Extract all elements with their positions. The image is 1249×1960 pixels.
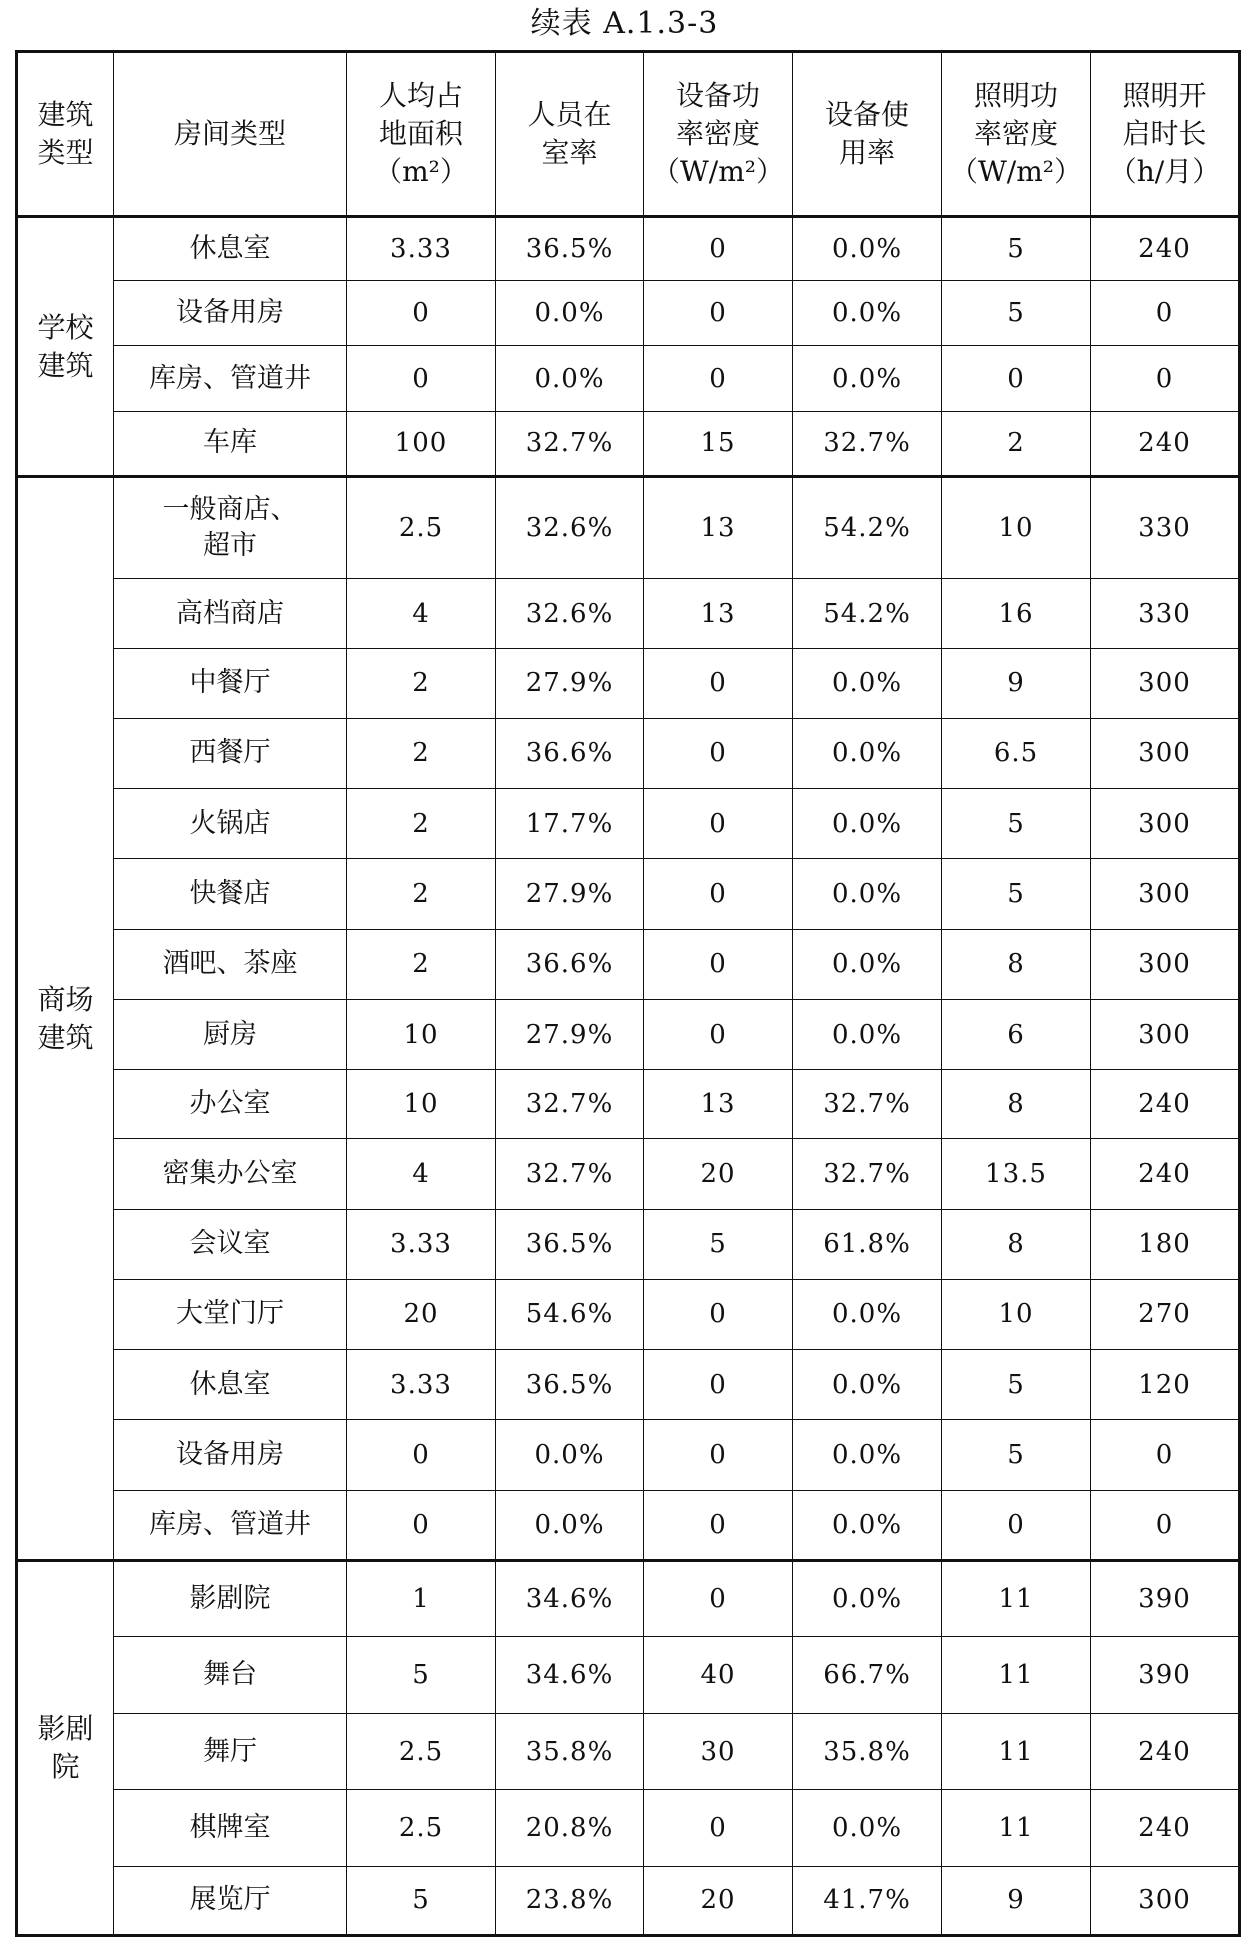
value-cell: 240 [1091,217,1240,281]
room-type-cell: 中餐厅 [114,648,347,718]
table-row [17,217,1240,281]
table-row [17,411,1240,476]
value-cell: 61.8% [793,1209,942,1279]
value-cell: 32.7% [793,1139,942,1209]
value-cell: 36.6% [496,929,644,999]
header-cell: 照明功 率密度 （W/m²） [942,52,1091,217]
value-cell: 11 [942,1637,1091,1713]
value-cell: 0 [347,1420,496,1490]
value-cell: 10 [347,1070,496,1139]
value-cell: 390 [1091,1637,1240,1713]
value-cell: 36.5% [496,1209,644,1279]
value-cell: 32.7% [793,1070,942,1139]
value-cell: 0 [644,1490,793,1560]
value-cell: 36.5% [496,217,644,281]
room-type-cell: 影剧院 [114,1560,347,1636]
value-cell: 0 [942,1490,1091,1560]
room-type-cell: 库房、管道井 [114,346,347,411]
value-cell: 9 [942,1866,1091,1935]
value-cell: 0.0% [496,1490,644,1560]
header-cell: 人员在 室率 [496,52,644,217]
value-cell: 0 [644,1350,793,1420]
value-cell: 0.0% [793,217,942,281]
value-cell: 3.33 [347,1350,496,1420]
value-cell: 32.7% [496,411,644,476]
value-cell: 2 [347,789,496,859]
value-cell: 0 [644,859,793,929]
value-cell: 4 [347,1139,496,1209]
value-cell: 27.9% [496,648,644,718]
value-cell: 66.7% [793,1637,942,1713]
value-cell: 2.5 [347,1790,496,1866]
value-cell: 0 [347,1490,496,1560]
value-cell: 0.0% [793,1490,942,1560]
value-cell: 0 [1091,281,1240,346]
value-cell: 240 [1091,1790,1240,1866]
value-cell: 0 [644,789,793,859]
value-cell: 330 [1091,477,1240,579]
value-cell: 0.0% [793,718,942,788]
room-type-cell: 快餐店 [114,859,347,929]
table-row [17,1279,1240,1349]
value-cell: 20 [644,1139,793,1209]
table-row [17,281,1240,346]
value-cell: 11 [942,1713,1091,1789]
value-cell: 300 [1091,929,1240,999]
value-cell: 240 [1091,1070,1240,1139]
table-row [17,346,1240,411]
value-cell: 10 [942,477,1091,579]
value-cell: 36.5% [496,1350,644,1420]
value-cell: 5 [942,859,1091,929]
value-cell: 2 [347,648,496,718]
value-cell: 0 [644,346,793,411]
room-type-cell: 设备用房 [114,281,347,346]
value-cell: 300 [1091,648,1240,718]
value-cell: 20.8% [496,1790,644,1866]
building-type-cell: 影剧 院 [17,1560,114,1935]
room-type-cell: 舞台 [114,1637,347,1713]
value-cell: 2 [347,859,496,929]
value-cell: 13 [644,579,793,648]
value-cell: 0 [644,648,793,718]
value-cell: 5 [942,789,1091,859]
value-cell: 54.2% [793,477,942,579]
value-cell: 5 [942,1350,1091,1420]
value-cell: 180 [1091,1209,1240,1279]
table-row [17,1866,1240,1935]
value-cell: 17.7% [496,789,644,859]
value-cell: 0 [644,1420,793,1490]
value-cell: 30 [644,1713,793,1789]
value-cell: 3.33 [347,217,496,281]
table-row [17,579,1240,648]
value-cell: 20 [644,1866,793,1935]
value-cell: 35.8% [793,1713,942,1789]
room-type-cell: 大堂门厅 [114,1279,347,1349]
value-cell: 32.7% [496,1070,644,1139]
room-type-cell: 酒吧、茶座 [114,929,347,999]
room-type-cell: 会议室 [114,1209,347,1279]
value-cell: 32.7% [793,411,942,476]
value-cell: 120 [1091,1350,1240,1420]
value-cell: 330 [1091,579,1240,648]
value-cell: 11 [942,1790,1091,1866]
value-cell: 0 [644,999,793,1069]
value-cell: 8 [942,1209,1091,1279]
value-cell: 300 [1091,718,1240,788]
value-cell: 34.6% [496,1637,644,1713]
room-type-cell: 设备用房 [114,1420,347,1490]
value-cell: 0.0% [793,281,942,346]
header-cell: 设备功 率密度 （W/m²） [644,52,793,217]
value-cell: 0 [347,346,496,411]
value-cell: 0.0% [793,1560,942,1636]
value-cell: 5 [942,281,1091,346]
value-cell: 240 [1091,411,1240,476]
table-row [17,718,1240,788]
value-cell: 2.5 [347,477,496,579]
value-cell: 13 [644,477,793,579]
value-cell: 13.5 [942,1139,1091,1209]
value-cell: 100 [347,411,496,476]
table-row [17,929,1240,999]
value-cell: 9 [942,648,1091,718]
value-cell: 0 [942,346,1091,411]
value-cell: 300 [1091,999,1240,1069]
value-cell: 2 [347,718,496,788]
value-cell: 0.0% [793,648,942,718]
value-cell: 0.0% [496,281,644,346]
value-cell: 0.0% [793,1420,942,1490]
table-row [17,1209,1240,1279]
value-cell: 27.9% [496,999,644,1069]
table-row [17,1070,1240,1139]
value-cell: 11 [942,1560,1091,1636]
value-cell: 3.33 [347,1209,496,1279]
value-cell: 54.6% [496,1279,644,1349]
value-cell: 8 [942,929,1091,999]
value-cell: 0 [347,281,496,346]
value-cell: 0.0% [496,1420,644,1490]
value-cell: 27.9% [496,859,644,929]
value-cell: 0.0% [793,346,942,411]
value-cell: 54.2% [793,579,942,648]
value-cell: 8 [942,1070,1091,1139]
value-cell: 41.7% [793,1866,942,1935]
value-cell: 5 [644,1209,793,1279]
value-cell: 20 [347,1279,496,1349]
header-cell: 房间类型 [114,52,347,217]
room-type-cell: 厨房 [114,999,347,1069]
value-cell: 300 [1091,1866,1240,1935]
room-type-cell: 高档商店 [114,579,347,648]
value-cell: 0 [1091,1420,1240,1490]
value-cell: 0 [644,1790,793,1866]
value-cell: 15 [644,411,793,476]
value-cell: 32.7% [496,1139,644,1209]
room-type-cell: 火锅店 [114,789,347,859]
value-cell: 2 [942,411,1091,476]
value-cell: 300 [1091,859,1240,929]
value-cell: 0.0% [793,859,942,929]
value-cell: 35.8% [496,1713,644,1789]
value-cell: 270 [1091,1279,1240,1349]
room-type-cell: 密集办公室 [114,1139,347,1209]
table-row [17,1790,1240,1866]
value-cell: 10 [347,999,496,1069]
table-caption: 续表 A.1.3-3 [530,6,719,41]
table-row [17,1637,1240,1713]
value-cell: 5 [942,217,1091,281]
table-row [17,1713,1240,1789]
value-cell: 5 [942,1420,1091,1490]
table-row [17,477,1240,579]
value-cell: 1 [347,1560,496,1636]
value-cell: 0 [644,1560,793,1636]
value-cell: 0 [1091,346,1240,411]
room-type-cell: 办公室 [114,1070,347,1139]
room-type-cell: 一般商店、 超市 [114,477,347,579]
room-type-cell: 休息室 [114,217,347,281]
value-cell: 16 [942,579,1091,648]
table-row [17,1139,1240,1209]
table-row [17,859,1240,929]
value-cell: 36.6% [496,718,644,788]
table-row [17,1560,1240,1636]
value-cell: 32.6% [496,579,644,648]
room-type-cell: 车库 [114,411,347,476]
value-cell: 0.0% [793,1350,942,1420]
value-cell: 0 [644,217,793,281]
header-cell: 人均占 地面积 （m²） [347,52,496,217]
value-cell: 13 [644,1070,793,1139]
value-cell: 0.0% [793,999,942,1069]
value-cell: 0 [644,718,793,788]
table-row [17,1490,1240,1560]
table-row [17,789,1240,859]
value-cell: 6.5 [942,718,1091,788]
value-cell: 0.0% [793,929,942,999]
header-cell: 设备使 用率 [793,52,942,217]
value-cell: 0.0% [793,1279,942,1349]
room-type-cell: 休息室 [114,1350,347,1420]
table-row [17,999,1240,1069]
data-table [15,50,1241,1937]
value-cell: 0 [644,281,793,346]
table-row [17,1350,1240,1420]
value-cell: 0.0% [496,346,644,411]
value-cell: 0 [644,929,793,999]
header-cell: 建筑 类型 [17,52,114,217]
value-cell: 5 [347,1866,496,1935]
room-type-cell: 西餐厅 [114,718,347,788]
header-row [17,52,1240,217]
value-cell: 5 [347,1637,496,1713]
value-cell: 4 [347,579,496,648]
building-type-cell: 学校 建筑 [17,217,114,477]
value-cell: 240 [1091,1713,1240,1789]
value-cell: 34.6% [496,1560,644,1636]
table-row [17,1420,1240,1490]
value-cell: 390 [1091,1560,1240,1636]
room-type-cell: 展览厅 [114,1866,347,1935]
value-cell: 6 [942,999,1091,1069]
room-type-cell: 舞厅 [114,1713,347,1789]
value-cell: 300 [1091,789,1240,859]
building-type-cell: 商场 建筑 [17,477,114,1561]
value-cell: 240 [1091,1139,1240,1209]
value-cell: 32.6% [496,477,644,579]
value-cell: 2 [347,929,496,999]
value-cell: 2.5 [347,1713,496,1789]
value-cell: 40 [644,1637,793,1713]
value-cell: 0 [1091,1490,1240,1560]
room-type-cell: 棋牌室 [114,1790,347,1866]
room-type-cell: 库房、管道井 [114,1490,347,1560]
table-body [17,217,1240,1936]
header-cell: 照明开 启时长 （h/月） [1091,52,1240,217]
table-row [17,648,1240,718]
value-cell: 0.0% [793,789,942,859]
value-cell: 0.0% [793,1790,942,1866]
value-cell: 0 [644,1279,793,1349]
value-cell: 23.8% [496,1866,644,1935]
value-cell: 10 [942,1279,1091,1349]
